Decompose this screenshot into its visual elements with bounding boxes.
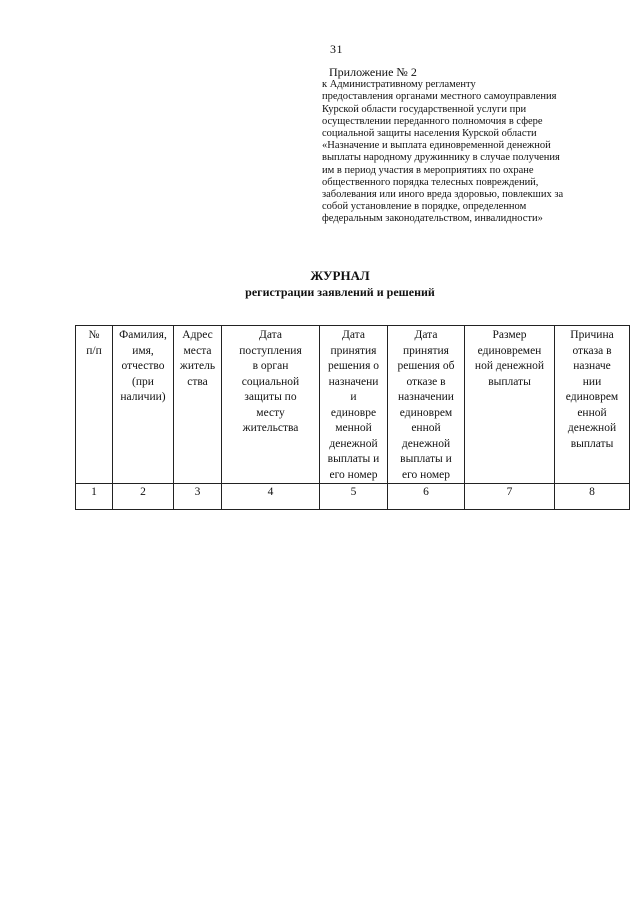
column-header-line: защиты по	[244, 391, 297, 403]
page-number: 31	[330, 42, 343, 56]
column-header-line: единовремен	[477, 344, 542, 357]
column-header-line: (при	[132, 375, 154, 388]
column-header-line: его номер	[329, 468, 378, 481]
column-header-line: назначе	[573, 360, 611, 372]
column-header-5	[320, 326, 388, 484]
column-header-6	[388, 326, 465, 484]
column-header-line: назначении	[398, 391, 454, 403]
column-number-cell: 4	[222, 484, 320, 510]
column-number-cell: 5	[320, 484, 388, 510]
column-header-line: назначени	[328, 375, 379, 388]
column-number-cell: 8	[555, 484, 630, 510]
column-number-cell: 2	[113, 484, 174, 510]
appendix-line: общественного порядка телесных повреждений,	[322, 176, 539, 188]
column-header-line: и	[350, 391, 357, 403]
column-header-3	[174, 326, 222, 484]
column-header-7	[465, 326, 555, 484]
column-header-line: п/п	[86, 344, 102, 357]
column-header-line: Фамилия,	[119, 329, 167, 341]
column-header-line: социальной	[241, 375, 300, 388]
appendix-line: выплаты народному дружиннику в случае получения	[322, 152, 560, 164]
table-header-row	[76, 326, 630, 484]
column-header-line: единоврем	[565, 391, 619, 403]
column-header-line: в орган	[252, 360, 289, 372]
column-header-2	[113, 326, 174, 484]
appendix-line: им в период участия в мероприятиях по охране	[322, 164, 534, 176]
column-number-cell: 3	[174, 484, 222, 510]
column-header-1	[76, 326, 113, 484]
column-number-cell: 6	[388, 484, 465, 510]
column-header-line: поступления	[239, 344, 302, 357]
column-header-line: Размер	[492, 329, 527, 341]
column-header-line: места	[183, 344, 212, 357]
journal-title-block	[0, 268, 640, 300]
column-header-line: денежной	[329, 437, 378, 450]
column-header-line: решения о	[327, 360, 380, 372]
column-header-line: денежной	[567, 422, 617, 434]
column-header-line: Адрес	[182, 329, 213, 341]
appendix-line: Курской области государственной услуги при	[322, 103, 527, 115]
journal-subtitle: регистрации заявлений и решений	[245, 285, 435, 299]
column-header-4	[222, 326, 320, 484]
column-header-line: решения об	[397, 360, 455, 372]
column-header-line: выплаты	[488, 375, 531, 388]
column-header-line: Дата	[414, 329, 438, 341]
column-header-line: нии	[582, 375, 602, 388]
column-header-line: денежной	[401, 437, 451, 450]
column-header-line: наличии)	[120, 391, 166, 403]
appendix-text	[322, 79, 634, 225]
column-header-line: выплаты	[570, 437, 614, 450]
appendix-line: предоставления органами местного самоуправления	[322, 91, 557, 103]
appendix-heading: Приложение № 2	[329, 65, 417, 79]
column-header-line: единовре	[330, 406, 377, 419]
column-header-line: ства	[187, 375, 208, 388]
column-header-line: енной	[411, 422, 441, 434]
column-header-line: принятия	[403, 344, 449, 357]
appendix-line: заболевания или иного вреда здоровью, повлекших за	[322, 189, 564, 201]
column-header-line: выплаты и	[400, 453, 452, 465]
appendix-line: социальной защиты населения Курской области	[322, 128, 537, 140]
column-header-line: №	[88, 329, 100, 341]
column-header-line: принятия	[330, 344, 377, 357]
column-header-line: Причина	[570, 329, 614, 341]
appendix-line: к Административному регламенту	[322, 79, 476, 91]
column-header-line: выплаты и	[327, 453, 380, 465]
column-header-line: отказа в	[572, 344, 612, 357]
table-column-number-row	[76, 484, 630, 510]
column-header-line: житель	[179, 360, 216, 372]
column-header-line: жительства	[242, 422, 299, 434]
column-header-line: ной денежной	[474, 360, 545, 372]
column-header-8	[555, 326, 630, 484]
column-header-line: единоврем	[399, 406, 453, 419]
column-header-line: отказе в	[406, 375, 446, 388]
column-header-line: Дата	[342, 329, 365, 341]
column-header-line: месту	[256, 406, 285, 419]
column-header-line: енной	[577, 406, 607, 419]
appendix-line: осуществлении переданного полномочия в сфере	[322, 115, 543, 127]
appendix-line: «Назначение и выплата единовременной денежной	[322, 140, 551, 152]
appendix-block	[322, 66, 634, 226]
appendix-line: федеральным законодательством, инвалидности»	[322, 213, 543, 225]
journal-title: ЖУРНАЛ	[310, 268, 370, 283]
column-number-cell: 7	[465, 484, 555, 510]
column-number-cell: 1	[76, 484, 113, 510]
column-header-line: отчество	[121, 360, 165, 372]
journal-table	[75, 325, 630, 510]
column-header-line: менной	[335, 422, 372, 434]
appendix-line: собой установление в порядке, определенном	[322, 201, 527, 213]
column-header-line: Дата	[259, 329, 282, 341]
column-header-line: его номер	[402, 468, 450, 481]
column-header-line: имя,	[132, 344, 154, 357]
